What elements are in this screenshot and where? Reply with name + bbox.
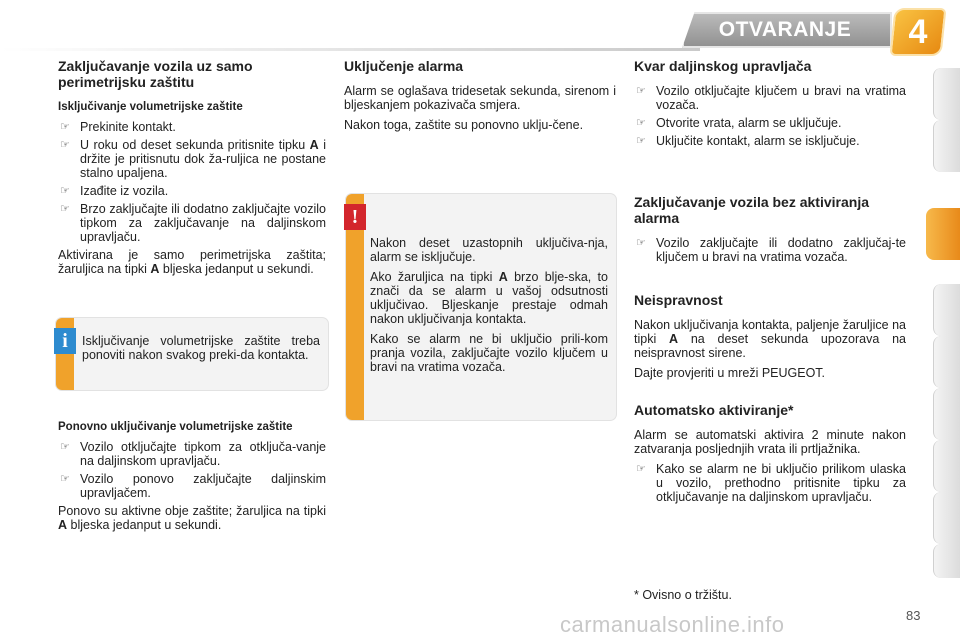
column-remote-failure (634, 58, 906, 152)
instruction-list (634, 84, 906, 148)
list-item: ☞ Otvorite vrata, alarm se uključuje. (636, 116, 842, 130)
list-item: ☞ Vozilo otključajte ključem u bravi na vratima vozača. (636, 84, 906, 112)
list-item: ☞ U roku od deset sekunda pritisnite tipku A i držite je pritisnutu dok ža-ruljica ne postane stalno upaljena. (60, 138, 326, 180)
chapter-tab[interactable] (933, 492, 960, 544)
pointing-finger-icon: ☞ (60, 203, 70, 215)
header-rule (0, 48, 700, 51)
section-title: Neispravnost (634, 292, 723, 308)
paragraph: Nakon uključivanja kontakta, paljenje žaruljice na tipki A na deset sekunda upozorava na neispravnost sirene. (634, 318, 906, 360)
list-item: ☞ Vozilo otključajte tipkom za otključa-vanje na daljinskom upravljaču. (60, 440, 326, 468)
chapter-tabs (930, 68, 960, 578)
paragraph: Nakon toga, zaštite su ponovno uklju-čene. (344, 118, 584, 132)
chapter-tab[interactable] (933, 440, 960, 492)
page-number: 83 (906, 608, 921, 623)
list-item: ☞ Vozilo zaključajte ili dodatno zaključaj-te ključem u bravi na vratima vozača. (636, 236, 906, 264)
column-malfunction (634, 292, 906, 386)
instruction-list (634, 462, 906, 504)
column-auto-activation (634, 402, 906, 508)
paragraph: Ponovo su aktivne obje zaštite; žaruljica na tipki A bljeska jedanput u sekundi. (58, 504, 326, 532)
section-title: Automatsko aktiviranje* (634, 402, 794, 418)
instruction-list (58, 120, 326, 244)
list-item: ☞ Izađite iz vozila. (60, 184, 169, 198)
chapter-tab[interactable] (933, 388, 960, 440)
chapter-number: 4 (908, 13, 928, 51)
pointing-finger-icon: ☞ (60, 139, 70, 151)
info-note-text: Isključivanje volumetrijske zaštite treba ponoviti nakon svakog preki-da kontakta. (82, 334, 320, 362)
chapter-tab[interactable] (933, 336, 960, 388)
footnote: * Ovisno o tržištu. (634, 588, 732, 602)
list-item: ☞ Prekinite kontakt. (60, 120, 176, 134)
list-item: ☞ Brzo zaključajte ili dodatno zaključajte vozilo tipkom za zaključavanje na daljinskom upravljaču. (60, 202, 326, 244)
instruction-list (58, 440, 326, 500)
pointing-finger-icon: ☞ (636, 85, 646, 97)
section-title: Uključenje alarma (344, 58, 464, 74)
pointing-finger-icon: ☞ (636, 237, 646, 249)
section-title: Zaključavanje vozila uz samo perimetrijsku zaštitu (58, 58, 253, 90)
pointing-finger-icon: ☞ (636, 135, 646, 147)
paragraph: Dajte provjeriti u mreži PEUGEOT. (634, 366, 826, 380)
pointing-finger-icon: ☞ (60, 441, 70, 453)
pointing-finger-icon: ☞ (636, 463, 646, 475)
instruction-list (634, 236, 906, 264)
pointing-finger-icon: ☞ (60, 185, 70, 197)
section-title: Zaključavanje vozila bez aktiviranja alarma (634, 194, 869, 226)
chapter-tab[interactable] (933, 120, 960, 172)
section-title: Kvar daljinskog upravljača (634, 58, 812, 74)
paragraph: Alarm se automatski aktivira 2 minute nakon zatvaranja posljednjih vrata ili prtljažnika. (634, 428, 906, 456)
column-perimeter-locking (58, 58, 326, 282)
list-item: ☞ Kako se alarm ne bi uključio prilikom ulaska u vozilo, prethodno pritisnite tipku za otključavanje na daljinskom upravljaču. (636, 462, 906, 504)
warning-icon: ! (344, 204, 366, 230)
column-reactivation (58, 420, 326, 538)
subsection-title: Ponovno uključivanje volumetrijske zaštite (58, 421, 293, 433)
paragraph: Aktivirana je samo perimetrijska zaštita; žaruljica na tipki A bljeska jedanput u sekundi. (58, 248, 326, 276)
warning-note-text: Nakon deset uzastopnih uključiva-nja, alarm se isključuje. Ako žaruljica na tipki A brzo blje-ska, to znači da se alarm u vašoj odsutnosti uključivao. Bljeskanje prestaje odmah nakon uključivanja kontakta. Kako se alarm ne bi uključio prili-kom pranja vozila, zaključajte vozilo ključem u bravi na vratima vozača. (370, 236, 608, 374)
list-item: ☞ Vozilo ponovo zaključajte daljinskim upravljačem. (60, 472, 326, 500)
pointing-finger-icon: ☞ (636, 117, 646, 129)
column-alarm-trigger (344, 58, 616, 138)
paragraph: Alarm se oglašava tridesetak sekunda, sirenom i bljeskanjem pokazivača smjera. (344, 84, 616, 112)
chapter-tab[interactable] (933, 284, 960, 336)
column-lock-without-alarm (634, 194, 906, 268)
info-icon: i (54, 328, 76, 354)
chapter-tab[interactable] (933, 544, 960, 578)
subsection-title: Isključivanje volumetrijske zaštite (58, 101, 243, 113)
watermark: carmanualsonline.info (560, 612, 785, 637)
chapter-title: OTVARANJE (718, 18, 852, 41)
pointing-finger-icon: ☞ (60, 121, 70, 133)
list-item: ☞ Uključite kontakt, alarm se isključuje. (636, 134, 860, 148)
pointing-finger-icon: ☞ (60, 473, 70, 485)
chapter-tab[interactable] (933, 68, 960, 120)
chapter-tab-active[interactable] (926, 208, 960, 260)
